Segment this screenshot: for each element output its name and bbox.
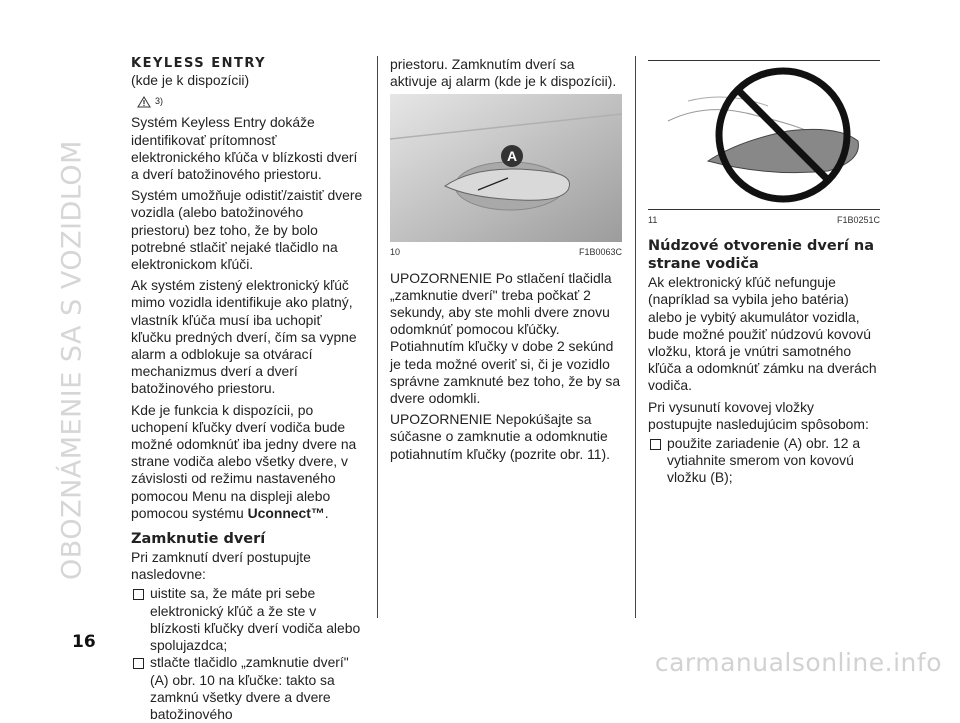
figure-bottom-rule [648, 209, 880, 210]
bullet-square-icon [650, 439, 661, 450]
column-2 [390, 56, 622, 467]
column-divider [635, 56, 636, 618]
figure-10 [390, 94, 622, 242]
availability-note: (kde je k dispozícii) [131, 72, 250, 88]
figure-number: 10 [390, 247, 401, 258]
column-divider [377, 56, 378, 618]
warning-triangle-icon [137, 96, 151, 108]
list-item-text: použite zariadenie (A) obr. 12 a vytiahnite smerom von kovovú vložku (B); [667, 435, 861, 486]
figure-caption [390, 244, 622, 261]
paragraph-text: Kde je funkcia k dispozícii, po uchopení kľučky dverí vodiča bude možné odomknúť iba jedny dvere na strane vodiča alebo všetky dvere, v závislosti od režimu nastaveného pomocou Menu na displeji alebo pomocou systému [131, 401, 357, 521]
paragraph: Pri vysunutí kovovej vložky postupujte nasledujúcim spôsobom: [648, 398, 869, 432]
warning-reference [137, 93, 363, 110]
warning-ref-number: 3) [155, 96, 164, 107]
list-item-text: uistite sa, že máte pri sebe elektronický kľúč a že ste v blízkosti kľučky dverí vodiča alebo spolujazdca; [150, 585, 361, 654]
paragraph: priestoru. Zamknutím dverí sa aktivuje aj alarm (kde je k dispozícii). [390, 56, 617, 90]
column-3 [648, 56, 880, 487]
paragraph: Ak elektronický kľúč nefunguje (napríklad sa vybila jeho batéria) alebo je vybitý akumulátor vozidla, bude možné použiť núdzovú kovovú vložku, ktorá je vnútri samotného kľúča a odomknúť zámku na dverách vodiča. [648, 274, 877, 394]
list-item [131, 654, 363, 723]
do-not-pull-handle-illustration [648, 61, 880, 209]
locking-heading: Zamknutie dverí [131, 531, 266, 548]
paragraph: Pri zamknutí dverí postupujte nasledovne: [131, 549, 311, 583]
paragraph [131, 402, 363, 522]
figure-11 [648, 61, 880, 209]
bullet-square-icon [133, 589, 144, 600]
figure-code: F1B0251C [836, 215, 880, 225]
watermark: carmanualsonline.info [654, 648, 942, 677]
paragraph: UPOZORNENIE Po stlačení tlačidla „zamknutie dverí" treba počkať 2 sekundy, aby ste mohli dvere znovu odomknúť pomocou kľúčky. Potiahnutím kľučky v dobe 2 sekúnd je teda možné overiť si, či je vozidlo správne zamknuté bez toho, že by sa dvere odomkli. [390, 269, 621, 407]
uconnect-brand: Uconnect™ [247, 504, 325, 521]
list-item [131, 585, 363, 654]
page-number: 16 [72, 632, 96, 652]
figure-caption [648, 212, 880, 229]
list-item-text: stlačte tlačidlo „zamknutie dverí" (A) obr. 10 na kľučke: takto sa zamknú všetky dvere a dvere batožinového [150, 654, 349, 722]
paragraph: Systém Keyless Entry dokáže identifikovať prítomnosť elektronického kľúča v blízkosti dverí a dverí batožinového priestoru. [131, 114, 358, 183]
figure-code: F1B0063C [578, 247, 622, 258]
chapter-side-title: OBOZNÁMENIE SA S VOZIDLOM [56, 140, 88, 580]
paragraph-text: . [324, 504, 329, 521]
figure-number: 11 [648, 215, 658, 225]
paragraph: Ak systém zistený elektronický kľúč mimo vozidla identifikuje ako platný, vlastník kľúča musí iba uchopiť kľučku predných dverí, čím sa vypne alarm a odblokuje sa otvárací mechanizmus dverí a dverí batožinového priestoru. [131, 277, 357, 397]
list-item [648, 435, 880, 487]
emergency-opening-heading: Núdzové otvorenie dverí na strane vodiča [648, 238, 874, 273]
paragraph: Systém umožňuje odistiť/zaistiť dvere vozidla (alebo batožinového priestoru) bez toho, že by bolo potrebné stlačiť nejaké tlačidlo na elektronickom kľúči. [131, 187, 363, 273]
paragraph: UPOZORNENIE Nepokúšajte sa súčasne o zamknutie a odomknutie potiahnutím kľučky (pozrite obr. 11). [390, 411, 610, 462]
callout-label-a: A [506, 148, 518, 165]
column-1 [131, 56, 363, 723]
bullet-square-icon [133, 658, 144, 669]
keyless-entry-heading: KEYLESS ENTRY [131, 56, 267, 71]
door-handle-illustration [390, 94, 622, 242]
